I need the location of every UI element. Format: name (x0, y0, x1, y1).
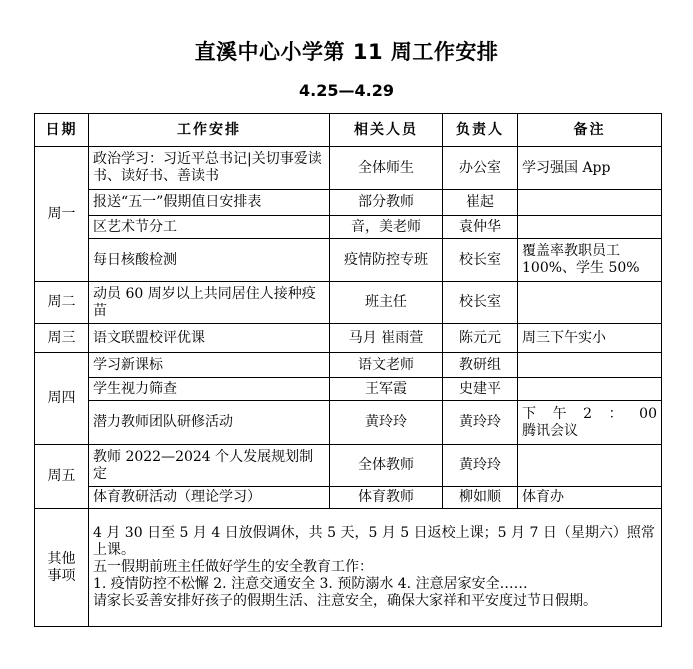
schedule-table (34, 113, 662, 627)
other-row (35, 509, 662, 627)
day-monday: 周一 (35, 147, 89, 282)
people-cell: 语文老师 (330, 353, 443, 378)
people-cell: 班主任 (330, 282, 443, 324)
work-cell: 动员 60 周岁以上共同居住人接种疫苗 (89, 282, 330, 324)
owner-cell: 柳如顺 (443, 487, 518, 509)
work-cell: 体育教研活动（理论学习） (89, 487, 330, 509)
work-cell: 区艺术节分工 (89, 216, 330, 239)
note-line: 100%、学生 50% (522, 260, 640, 276)
note-cell (518, 216, 662, 239)
col-header-people: 相关人员 (330, 114, 443, 147)
note-time-part: ： (608, 405, 623, 422)
col-header-day: 日期 (35, 114, 89, 147)
table-row (35, 401, 662, 445)
other-line: 1. 疫情防控不松懈 2. 注意交通安全 3. 预防溺水 4. 注意居家安全…… (93, 576, 528, 592)
day-friday: 周五 (35, 445, 89, 509)
owner-cell: 史建平 (443, 378, 518, 401)
other-line: 请家长妥善安排好孩子的假期生活、注意安全，确保大家祥和平安度过节日假期。 (93, 593, 597, 609)
note-cell (518, 401, 662, 445)
work-cell: 学生视力筛查 (89, 378, 330, 401)
owner-cell: 黄玲玲 (443, 401, 518, 445)
note-cell: 学习强国 App (518, 147, 662, 190)
col-header-note: 备注 (518, 114, 662, 147)
other-label-line: 其他 (47, 550, 76, 567)
note-cell: 体育办 (518, 487, 662, 509)
note-cell (518, 445, 662, 487)
header-row (35, 114, 662, 147)
table-row (35, 147, 662, 190)
day-tuesday: 周二 (35, 282, 89, 324)
col-header-owner: 负责人 (443, 114, 518, 147)
other-content (89, 509, 662, 627)
owner-cell: 陈元元 (443, 324, 518, 353)
people-cell: 马月 崔雨萱 (330, 324, 443, 353)
other-label (35, 509, 89, 627)
table-row (35, 378, 662, 401)
owner-cell: 教研组 (443, 353, 518, 378)
owner-cell: 崔起 (443, 190, 518, 216)
table-row (35, 445, 662, 487)
work-cell: 学习新课标 (89, 353, 330, 378)
note-cell (518, 353, 662, 378)
people-cell: 王军霞 (330, 378, 443, 401)
note-time-part: 下 (522, 405, 536, 422)
people-cell: 体育教师 (330, 487, 443, 509)
table-row (35, 353, 662, 378)
work-cell: 潜力教师团队研修活动 (89, 401, 330, 445)
other-line: 五一假期前班主任做好学生的安全教育工作： (93, 559, 373, 575)
owner-cell: 黄玲玲 (443, 445, 518, 487)
work-cell: 语文联盟校评优课 (89, 324, 330, 353)
table-row (35, 324, 662, 353)
note-time-part: 00 (639, 405, 657, 422)
table-row (35, 282, 662, 324)
owner-cell: 校长室 (443, 282, 518, 324)
note-time-line (522, 406, 657, 423)
people-cell: 全体教师 (330, 445, 443, 487)
people-cell: 黄玲玲 (330, 401, 443, 445)
people-cell: 全体师生 (330, 147, 443, 190)
people-cell: 疫情防控专班 (330, 239, 443, 282)
owner-cell: 袁仲华 (443, 216, 518, 239)
table-row (35, 487, 662, 509)
day-thursday: 周四 (35, 353, 89, 445)
note-cell: 周三下午实小 (518, 324, 662, 353)
table-row (35, 190, 662, 216)
people-cell: 音，美老师 (330, 216, 443, 239)
work-cell: 每日核酸检测 (89, 239, 330, 282)
table-row (35, 239, 662, 282)
note-time-part: 2 (583, 405, 593, 422)
work-cell: 政治学习：习近平总书记|关切事爱读书、读好书、善读书 (89, 147, 330, 190)
owner-cell: 办公室 (443, 147, 518, 190)
people-cell: 部分教师 (330, 190, 443, 216)
date-range: 4.25—4.29 (299, 81, 394, 100)
table-row (35, 216, 662, 239)
note-line: 腾讯会议 (522, 422, 578, 439)
note-line: 覆盖率教职员工 (522, 243, 620, 259)
day-wednesday: 周三 (35, 324, 89, 353)
col-header-work: 工作安排 (89, 114, 330, 147)
other-label-line: 事项 (47, 567, 76, 584)
work-cell: 教师 2022—2024 个人发展规划制定 (89, 445, 330, 487)
note-cell (518, 239, 662, 282)
owner-cell: 校长室 (443, 239, 518, 282)
note-cell (518, 282, 662, 324)
note-cell (518, 190, 662, 216)
page-title: 直溪中心小学第 11 周工作安排 (194, 40, 499, 64)
work-cell: 报送“五一”假期值日安排表 (89, 190, 330, 216)
note-cell (518, 378, 662, 401)
note-time-part: 午 (552, 405, 567, 422)
other-line: 4 月 30 日至 5 月 4 日放假调休，共 5 天，5 月 5 日返校上课；5 月 7 日（星期六）照常上课。 (93, 525, 655, 558)
